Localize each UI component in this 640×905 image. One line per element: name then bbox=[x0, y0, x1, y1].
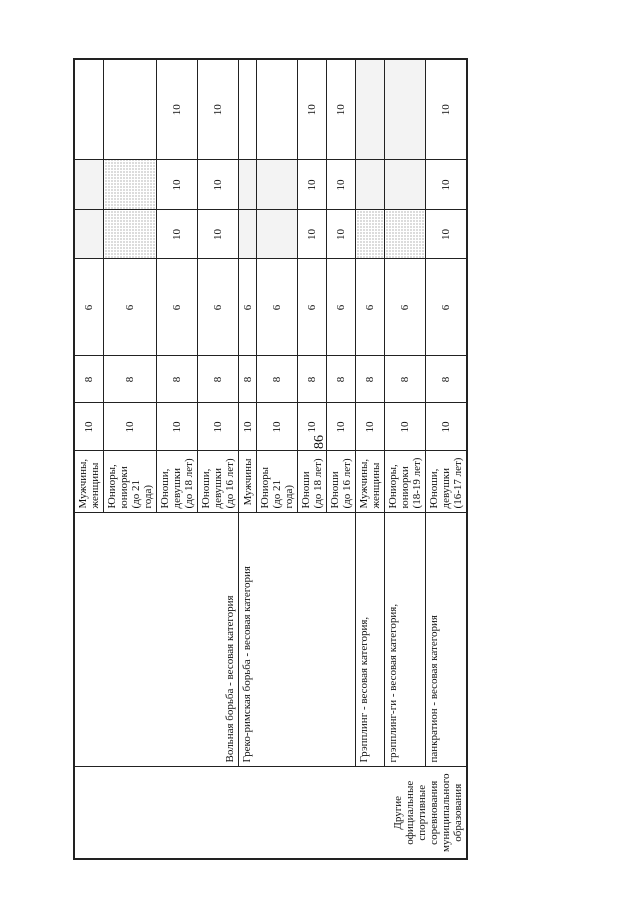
value-cell: 10 bbox=[74, 403, 104, 451]
value-cell bbox=[239, 210, 257, 259]
value-cell: 10 bbox=[198, 59, 239, 160]
value-cell: 10 bbox=[157, 210, 198, 259]
value-cell: 8 bbox=[298, 356, 327, 403]
discipline-pankration: панкратион - весовая категория bbox=[426, 513, 468, 767]
value-cell bbox=[104, 59, 157, 160]
value-cell: 10 bbox=[104, 403, 157, 451]
age-group-cell: Юниоры, юниорки (до 21 года) bbox=[104, 451, 157, 513]
results-table bbox=[73, 58, 468, 860]
value-cell: 6 bbox=[298, 259, 327, 356]
discipline-grappling: Грэпплинг - весовая категория, bbox=[356, 513, 385, 767]
value-cell: 6 bbox=[198, 259, 239, 356]
value-cell: 6 bbox=[239, 259, 257, 356]
value-cell: 10 bbox=[385, 403, 426, 451]
age-group-cell: Мужчины, женщины bbox=[74, 451, 104, 513]
value-cell bbox=[74, 210, 104, 259]
value-cell bbox=[356, 210, 385, 259]
value-cell bbox=[239, 160, 257, 210]
value-cell: 6 bbox=[426, 259, 468, 356]
value-cell: 10 bbox=[198, 210, 239, 259]
value-cell bbox=[385, 160, 426, 210]
value-cell: 6 bbox=[327, 259, 356, 356]
value-cell: 8 bbox=[385, 356, 426, 403]
discipline-freestyle: Вольная борьба - весовая категория bbox=[74, 513, 239, 767]
value-cell: 10 bbox=[257, 403, 298, 451]
value-cell: 6 bbox=[385, 259, 426, 356]
value-cell bbox=[257, 210, 298, 259]
value-cell bbox=[74, 160, 104, 210]
discipline-greco-roman: Греко-римская борьба - весовая категория bbox=[239, 513, 356, 767]
value-cell bbox=[74, 59, 104, 160]
value-cell: 10 bbox=[327, 160, 356, 210]
value-cell: 8 bbox=[257, 356, 298, 403]
value-cell: 10 bbox=[157, 59, 198, 160]
value-cell: 10 bbox=[327, 210, 356, 259]
page-number: 86 bbox=[312, 435, 327, 449]
value-cell: 10 bbox=[157, 160, 198, 210]
value-cell: 8 bbox=[239, 356, 257, 403]
value-cell: 8 bbox=[198, 356, 239, 403]
value-cell: 8 bbox=[356, 356, 385, 403]
value-cell: 8 bbox=[104, 356, 157, 403]
value-cell: 8 bbox=[426, 356, 468, 403]
value-cell: 8 bbox=[327, 356, 356, 403]
rotated-page bbox=[73, 60, 464, 860]
age-group-cell: Юниоры, юниорки (18-19 лет) bbox=[385, 451, 426, 513]
value-cell: 10 bbox=[239, 403, 257, 451]
value-cell bbox=[356, 59, 385, 160]
age-group-cell: Мужчины bbox=[239, 451, 257, 513]
value-cell: 10 bbox=[198, 403, 239, 451]
value-cell: 8 bbox=[157, 356, 198, 403]
value-cell bbox=[385, 210, 426, 259]
value-cell: 10 bbox=[298, 403, 327, 451]
value-cell: 8 bbox=[74, 356, 104, 403]
value-cell: 10 bbox=[327, 403, 356, 451]
age-group-cell: Юноши, девушки (16-17 лет) bbox=[426, 451, 468, 513]
value-cell bbox=[104, 160, 157, 210]
age-group-cell: Юноши (до 18 лет) bbox=[298, 451, 327, 513]
age-group-cell: Мужчины, женщины bbox=[356, 451, 385, 513]
value-cell: 10 bbox=[298, 59, 327, 160]
value-cell: 6 bbox=[104, 259, 157, 356]
value-cell: 10 bbox=[426, 160, 468, 210]
value-cell bbox=[257, 160, 298, 210]
age-group-cell: Юниоры (до 21 года) bbox=[257, 451, 298, 513]
discipline-grappling-gi: грэпплинг-ги - весовая категория, bbox=[385, 513, 426, 767]
value-cell: 6 bbox=[356, 259, 385, 356]
age-group-cell: Юноши (до 16 лет) bbox=[327, 451, 356, 513]
value-cell: 10 bbox=[426, 59, 468, 160]
value-cell: 6 bbox=[157, 259, 198, 356]
value-cell: 10 bbox=[426, 210, 468, 259]
value-cell: 10 bbox=[356, 403, 385, 451]
value-cell: 6 bbox=[257, 259, 298, 356]
value-cell bbox=[239, 59, 257, 160]
value-cell: 10 bbox=[157, 403, 198, 451]
value-cell: 10 bbox=[298, 210, 327, 259]
value-cell: 10 bbox=[327, 59, 356, 160]
value-cell: 10 bbox=[426, 403, 468, 451]
age-group-cell: Юноши, девушки (до 16 лет) bbox=[198, 451, 239, 513]
value-cell bbox=[356, 160, 385, 210]
value-cell: 10 bbox=[198, 160, 239, 210]
value-cell bbox=[104, 210, 157, 259]
age-group-cell: Юноши, девушки (до 18 лет) bbox=[157, 451, 198, 513]
value-cell: 6 bbox=[74, 259, 104, 356]
value-cell bbox=[257, 59, 298, 160]
category-cell: Другие официальные спортивные соревнования муниципального образования bbox=[74, 767, 467, 859]
value-cell: 10 bbox=[298, 160, 327, 210]
value-cell bbox=[385, 59, 426, 160]
